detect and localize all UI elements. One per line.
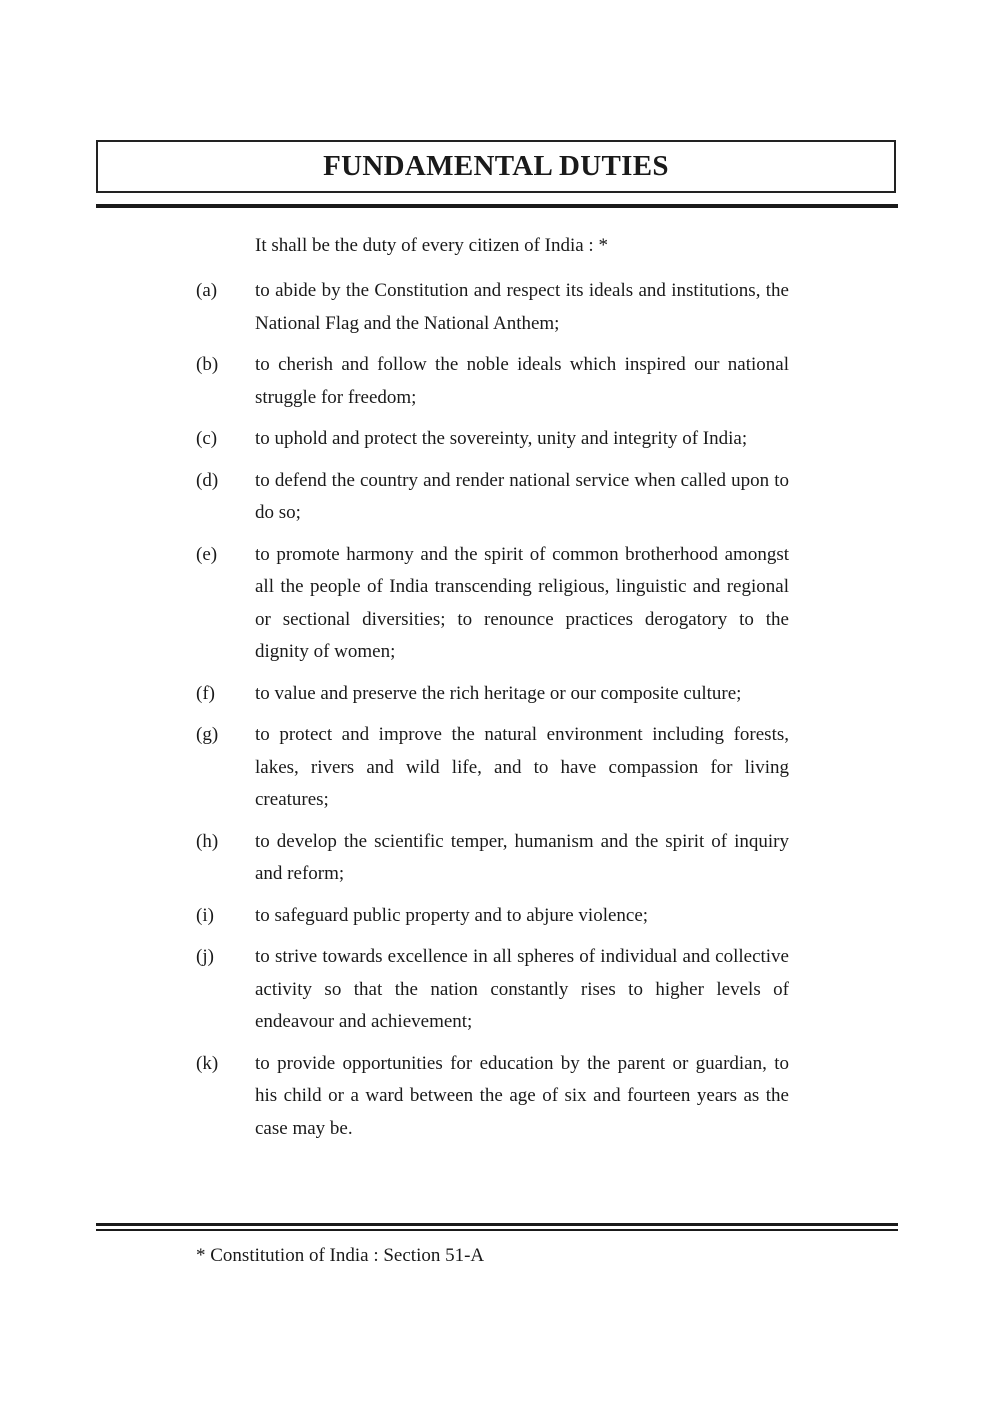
duty-marker: (b) [196,354,219,375]
footer-double-rule [96,1223,898,1231]
footnote: * Constitution of India : Section 51-A [196,1245,485,1266]
intro-text: It shall be the duty of every citizen of India : * [255,235,608,256]
duty-item-k [196,1048,796,1146]
duty-marker: (d) [196,469,219,491]
duty-text: to safeguard public property and to abjure violence; [255,904,649,926]
page-title: FUNDAMENTAL DUTIES [323,150,669,182]
duty-text: to protect and improve the natural environment including forests, lakes, rivers and wild life, and to have compassion for living creatures; [255,724,789,810]
duty-text: to cherish and follow the noble ideals which inspired our national struggle for freedom; [255,354,789,408]
duty-text: to develop the scientific temper, humanism and the spirit of inquiry and reform; [255,830,789,884]
duty-marker: (j) [196,946,214,967]
duty-text: to abide by the Constitution and respect its ideals and institutions, the National Flag and the National Anthem; [255,280,789,334]
duty-marker: (k) [196,1052,219,1074]
duty-text: to value and preserve the rich heritage or our composite culture; [255,682,742,704]
duties-list [196,275,796,1154]
duty-item-f [196,678,796,711]
duty-marker: (h) [196,830,219,852]
duty-item-a [196,275,796,340]
duty-item-d [196,465,796,530]
duty-marker: (i) [196,904,214,926]
duty-text: to uphold and protect the sovereinty, unity and integrity of India; [255,428,748,449]
duty-item-e [196,539,796,669]
duty-text: to provide opportunities for education by the parent or guardian, to his child or a ward between the age of six and fourteen years as the case may be. [255,1052,789,1139]
title-box [96,140,896,193]
duty-item-c [196,423,796,456]
duty-marker: (c) [196,428,218,449]
duty-marker: (a) [196,280,218,301]
duty-marker: (f) [196,682,215,704]
duty-item-h [196,826,796,891]
duty-text: to defend the country and render national service when called upon to do so; [255,469,789,523]
duty-item-j [196,941,796,1039]
duty-text: to strive towards excellence in all spheres of individual and collective activity so that the nation constantly rises to higher levels of endeavour and achievement; [255,946,789,1032]
duty-item-i [196,900,796,933]
duty-text: to promote harmony and the spirit of common brotherhood amongst all the people of India transcending religious, linguistic and regional or sectional diversities; to renounce practices derogatory to the dignity of women; [255,543,789,662]
title-rule [96,204,898,208]
duty-marker: (g) [196,724,219,745]
duty-marker: (e) [196,543,218,565]
duty-item-g [196,719,796,817]
duty-item-b [196,349,796,414]
